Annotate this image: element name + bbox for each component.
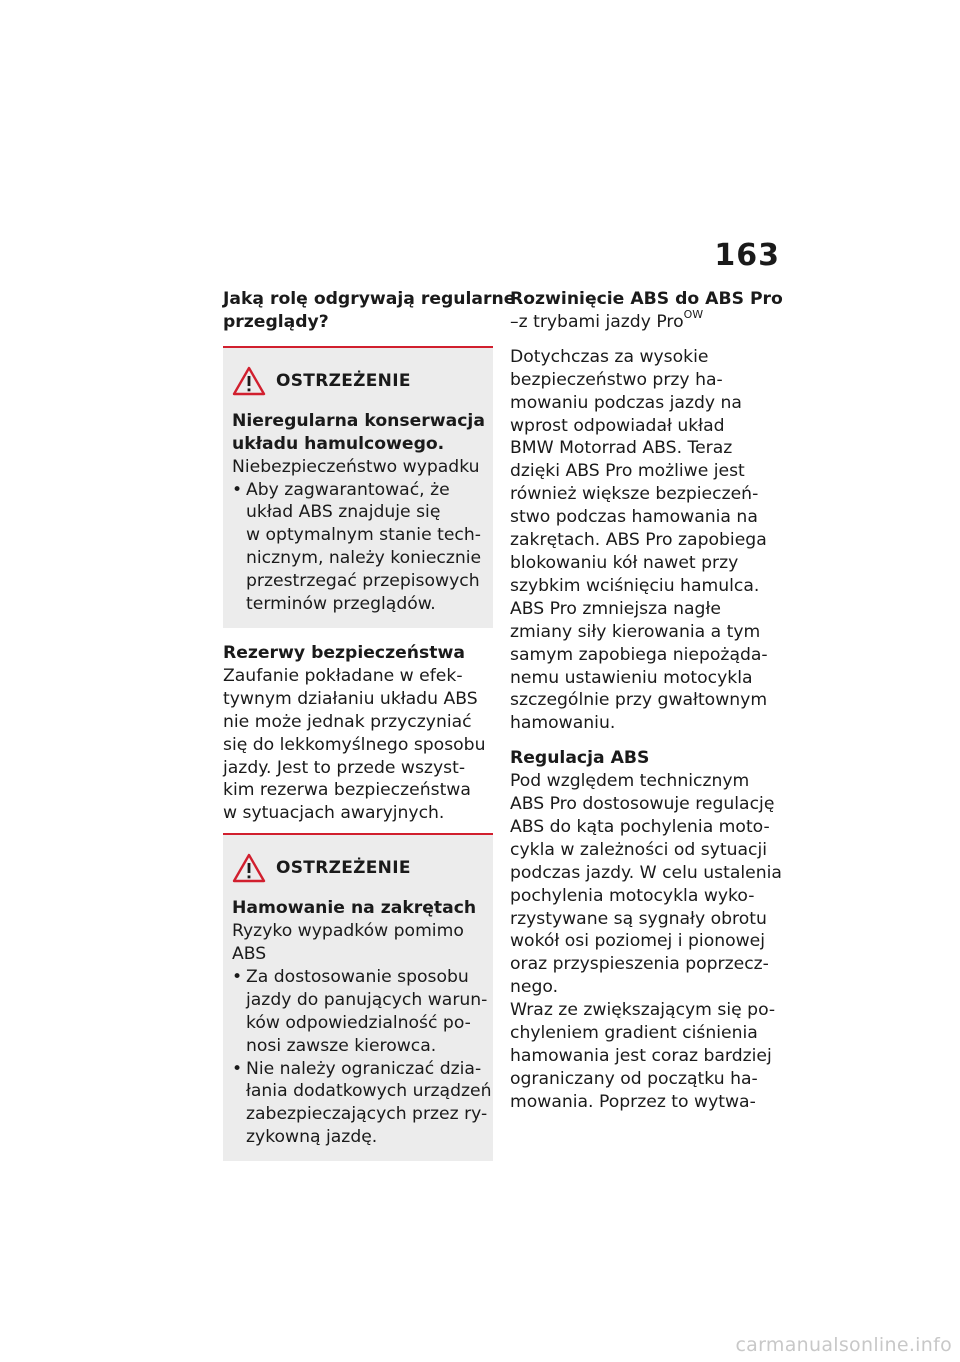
body-line: kim rezerwa bezpieczeństwa bbox=[223, 780, 471, 801]
bullet-line: Aby zagwarantować, że bbox=[246, 479, 450, 500]
body-line: jazdy. Jest to przede wszyst- bbox=[223, 757, 466, 778]
warning-label: OSTRZEŻENIE bbox=[276, 370, 411, 391]
body-line: wprost odpowiadał układ bbox=[510, 415, 725, 436]
body-line: ABS Pro dostosowuje regulację bbox=[510, 794, 775, 815]
bullet-dot: • bbox=[232, 966, 243, 987]
bullet-line: przestrzegać przepisowych bbox=[246, 571, 480, 592]
paragraph-abs-control bbox=[510, 747, 780, 1114]
bullet-line: zykowną jazdę. bbox=[246, 1127, 378, 1148]
warning-consequence: ABS bbox=[232, 944, 267, 965]
warning-bullet bbox=[232, 1058, 492, 1150]
body-line: również większe bezpieczeń- bbox=[510, 484, 759, 505]
body-line: ABS do kąta pochylenia moto- bbox=[510, 816, 770, 837]
body-line: w sytuacjach awaryjnych. bbox=[223, 803, 445, 824]
warning-title-line: Hamowanie na zakrętach bbox=[232, 898, 477, 919]
warning-triangle-icon bbox=[232, 853, 266, 883]
body-line: ABS Pro zmniejsza nagłe bbox=[510, 598, 721, 619]
body-line: się do lekkomyślnego sposobu bbox=[223, 734, 486, 755]
body-line: szczególnie przy gwałtownym bbox=[510, 690, 768, 711]
body-line: zmiany siły kierowania a tym bbox=[510, 621, 761, 642]
warning-triangle-icon bbox=[232, 366, 266, 396]
left-column bbox=[223, 288, 516, 1161]
warning-box-cornering bbox=[223, 835, 493, 1161]
body-line: wokół osi poziomej i pionowej bbox=[510, 931, 766, 952]
section-heading: Regulacja ABS bbox=[510, 748, 650, 769]
body-line: cykla w zależności od sytuacji bbox=[510, 839, 768, 860]
warning-consequence: Ryzyko wypadków pomimo bbox=[232, 921, 464, 942]
body-line: Wraz ze zwiększającym się po- bbox=[510, 1000, 776, 1021]
page-number: 163 bbox=[714, 238, 780, 273]
section-heading-abs-pro: Rozwinięcie ABS do ABS Pro bbox=[510, 289, 783, 309]
body-line: samym zapobiega niepożąda- bbox=[510, 644, 768, 665]
body-line: stwo podczas hamowania na bbox=[510, 507, 758, 528]
body-line: nemu ustawieniu motocykla bbox=[510, 667, 753, 688]
section-heading-inspections bbox=[223, 288, 516, 334]
bullet-line: Nie należy ograniczać dzia- bbox=[246, 1058, 482, 1079]
warning-header bbox=[232, 853, 484, 883]
body-line: podczas jazdy. W celu ustalenia bbox=[510, 862, 782, 883]
body-line: hamowaniu. bbox=[510, 713, 616, 734]
heading-line: Jaką rolę odgrywają regularne bbox=[223, 289, 516, 309]
section-heading: Rezerwy bezpieczeństwa bbox=[223, 642, 465, 663]
bullet-line: w optymalnym stanie tech- bbox=[246, 525, 481, 546]
warning-label: OSTRZEŻENIE bbox=[276, 858, 411, 879]
bullet-line: zabezpieczających przez ry- bbox=[246, 1104, 488, 1125]
bullet-line: terminów przeglądów. bbox=[246, 594, 436, 615]
body-line: bezpieczeństwo przy ha- bbox=[510, 369, 723, 390]
subheading-text: –z trybami jazdy Pro bbox=[510, 311, 684, 332]
heading-line: przeglądy? bbox=[223, 311, 329, 332]
bullet-line: Za dostosowanie sposobu bbox=[246, 966, 469, 987]
body-line: ograniczany od początku ha- bbox=[510, 1068, 758, 1089]
body-line: zakrętach. ABS Pro zapobiega bbox=[510, 530, 767, 551]
right-column bbox=[510, 288, 783, 1114]
bullet-line: nosi zawsze kierowca. bbox=[246, 1035, 437, 1056]
bullet-line: jazdy do panujących warun- bbox=[246, 989, 488, 1010]
body-line: dzięki ABS Pro możliwe jest bbox=[510, 461, 745, 482]
watermark: carmanualsonline.info bbox=[735, 1334, 952, 1356]
warning-bullet bbox=[232, 966, 488, 1058]
body-line: Pod względem technicznym bbox=[510, 771, 750, 792]
body-line: szybkim wciśnięciu hamulca. bbox=[510, 575, 760, 596]
body-line: nego. bbox=[510, 977, 559, 998]
body-line: BMW Motorrad ABS. Teraz bbox=[510, 438, 733, 459]
warning-box-maintenance bbox=[223, 348, 493, 628]
warning-title-line: układu hamulcowego. bbox=[232, 433, 445, 454]
warning-consequence: Niebezpieczeństwo wypadku bbox=[232, 456, 480, 477]
paragraph-abs-pro bbox=[510, 346, 780, 735]
bullet-line: ków odpowiedzialność po- bbox=[246, 1012, 471, 1033]
body-line: mowania. Poprzez to wytwa- bbox=[510, 1091, 756, 1112]
subheading-superscript: OW bbox=[683, 308, 704, 322]
body-line: Zaufanie pokładane w efek- bbox=[223, 665, 463, 686]
body-line: mowaniu podczas jazdy na bbox=[510, 392, 742, 413]
warning-header bbox=[232, 366, 484, 396]
body-line: oraz przyspieszenia poprzecz- bbox=[510, 954, 769, 975]
bullet-line: nicznym, należy koniecznie bbox=[246, 548, 482, 569]
body-line: Dotychczas za wysokie bbox=[510, 346, 709, 367]
bullet-line: łania dodatkowych urządzeń bbox=[246, 1081, 492, 1102]
body-line: pochylenia motocykla wyko- bbox=[510, 885, 755, 906]
warning-bullet bbox=[232, 479, 484, 616]
body-line: chyleniem gradient ciśnienia bbox=[510, 1023, 758, 1044]
body-line: rzystywane są sygnały obrotu bbox=[510, 908, 767, 929]
bullet-dot: • bbox=[232, 1058, 243, 1079]
bullet-line: układ ABS znajduje się bbox=[246, 502, 441, 523]
body-line: hamowania jest coraz bardziej bbox=[510, 1046, 772, 1066]
warning-title-line: Nieregularna konserwacja bbox=[232, 410, 485, 431]
bullet-dot: • bbox=[232, 479, 243, 500]
body-line: tywnym działaniu układu ABS bbox=[223, 688, 478, 709]
body-line: nie może jednak przyczyniać bbox=[223, 711, 472, 732]
section-safety-reserves bbox=[223, 642, 493, 825]
subheading-riding-modes bbox=[510, 308, 780, 334]
body-line: blokowaniu kół nawet przy bbox=[510, 552, 739, 573]
